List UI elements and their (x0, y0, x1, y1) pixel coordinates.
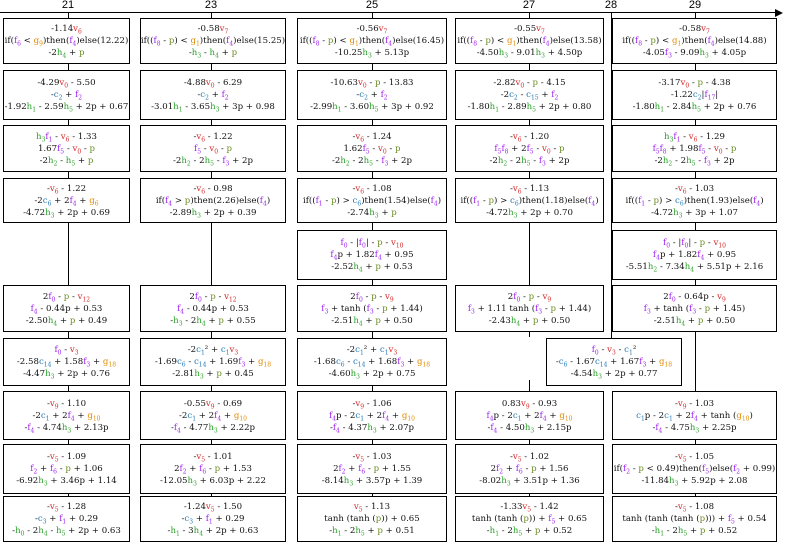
expression-line: $f_0 - v_3 - c_1^2$ (591, 345, 637, 357)
axis-tick-29: 29 (688, 0, 702, 11)
expression-line: $-0.55v_7$ (514, 24, 545, 36)
expression-box-21-row-4 (3, 178, 130, 223)
expression-line: $-v_6 - 1.24$ (352, 131, 392, 144)
expression-line: $-1.68c_6 - c_{14} + 1.68f_3 + g_{18}$ (313, 357, 431, 369)
axis-arrowhead (775, 9, 783, 17)
expression-line: $2f_0$ - p - $v_9$ (507, 291, 552, 304)
expression-line: $-2.74h_3 + p$ (347, 207, 397, 220)
expression-box-23-row-2 (140, 70, 286, 120)
expression-line: $v_5 - 1.13$ (353, 502, 391, 514)
expression-line: $-8.02h_3 + 3.51p + 1.36$ (479, 476, 580, 488)
expression-line: $h_3f_1 - v_6 - 1.33$ (36, 131, 97, 144)
expression-line: $-10.25h_3 + 5.13p$ (334, 48, 410, 60)
expression-line: $-v_6 - 1.20$ (509, 131, 550, 144)
expression-line: $-2h_2 - h_5 + p$ (39, 155, 94, 168)
expression-line: $-v_5 - 1.02$ (509, 452, 550, 464)
expression-line: $-c_2 + f_2$ (50, 90, 83, 102)
expression-box-25-row-1 (297, 18, 447, 64)
expression-line: $if(f_2$ - $p < 0.49)then(f_5)else(f_2 + 0.99)$ (613, 464, 776, 476)
expression-line: tanh (tanh $(p)) + f_5 + 0.65$ (471, 514, 588, 526)
expression-box-21-row-2 (3, 70, 130, 120)
expression-line: $if((f_8 - p)$ < $g_1)then(f_4)else(15.25)$ (140, 36, 286, 48)
expression-box-27-row-2 (455, 70, 604, 120)
expression-line: $-4.47h_3 + 2p + 0.76$ (23, 369, 110, 381)
expression-line: $-2.82v_0$ - p - 4.15 (493, 78, 566, 90)
expression-line: $-v_9 - 1.10$ (46, 398, 87, 411)
expression-line: $-0.56v_7$ (356, 24, 388, 36)
expression-line: $-2h_2 - 2h_5 - f_3 + 2p$ (654, 155, 735, 168)
expression-line: $f_5f_8 + 2f_5 - v_0 - p$ (494, 143, 565, 156)
expression-line: $-v_6 - 1.22$ (46, 183, 87, 196)
expression-line: $-1.22c_2|f_{17}|$ (670, 90, 719, 102)
expression-box-23-row-9 (140, 444, 286, 494)
expression-line: $0.83v_9 - 0.93$ (501, 398, 558, 411)
expression-line: $-h_1 - 2h_5 + p + 0.52$ (651, 526, 738, 538)
expression-line: $-c_3 + f_1 + 0.29$ (34, 514, 99, 526)
expression-line: $-4.88v_0 - 6.29$ (183, 78, 243, 90)
expression-line: $-2h_2 - 2h_5 - f_3 + 2p$ (489, 155, 570, 168)
expression-line: $-h_1 - 2h_5 + p + 0.51$ (329, 526, 415, 538)
expression-line: $-1.24v_5 - 1.50$ (183, 502, 243, 514)
expression-line: $2f_0$ - p - $v_{12}$ (42, 291, 91, 304)
expression-box-27-row-1 (455, 18, 604, 64)
expression-box-21-row-10 (3, 496, 130, 542)
expression-line: $if((f_8 - p)$ < $g_1)then(f_4)else(16.45)$ (299, 36, 445, 48)
expression-line: $-4.72h_3 + 2p + 0.69$ (23, 207, 110, 220)
expression-line: $-2h_2 - 2h_5 - f_3 + 2p$ (332, 155, 412, 168)
expression-line: $f_5f_8 + 1.98f_5 - v_0 - p$ (652, 143, 737, 156)
expression-box-25-row-10 (297, 496, 447, 542)
expression-line: $-2.51h_4 + p + 0.50$ (653, 315, 736, 328)
expression-box-29-row-10 (612, 496, 777, 542)
expression-line: $-2.50h_4 + p + 0.49$ (25, 315, 108, 328)
axis-line (0, 12, 776, 13)
expression-line: $-v_6 - 1.13$ (509, 183, 550, 196)
expression-line: $-2.58c_{14} + 1.58f_3 + g_{18}$ (16, 357, 117, 369)
expression-line: $-2c_2 - c_{15} + f_2$ (500, 90, 559, 102)
expression-line: $-2h_2 - 2h_5 - f_3 + 2p$ (173, 155, 253, 168)
expression-line: $-2c_1^2 + c_1v_3$ (346, 345, 398, 357)
expression-box-29-row-6 (612, 285, 777, 332)
expression-line: $-f_4 - 4.50h_3 + 2.15p$ (487, 422, 572, 435)
expression-line: $-6.92h_3 + 3.46p + 1.14$ (16, 476, 117, 488)
expression-line: $1.67f_5 - v_0$ - p (37, 143, 96, 156)
expression-line: $-f_4 - 4.75h_3 + 2.25p$ (652, 422, 737, 435)
expression-line: $f_5 - v_0$ - p (194, 143, 232, 156)
axis-tick-28: 28 (604, 0, 618, 11)
expression-line: $h_3f_1 - v_6 - 1.29$ (664, 131, 725, 144)
expression-box-29-row-8 (612, 391, 777, 440)
expression-line: $-v_5 - 1.05$ (674, 452, 715, 464)
expression-line: $-2c_6 + 2f_4 + g_6$ (34, 195, 99, 208)
expression-line: $-2c_1 + 2f_4 + g_{10}$ (32, 410, 101, 423)
expression-line: $2f_0$ - p - $v_9$ (350, 291, 394, 304)
expression-box-23-row-10 (140, 496, 286, 542)
expression-line: $f_4 - 0.44p + 0.53$ (177, 303, 249, 316)
expression-box-29-row-4 (612, 178, 777, 223)
expression-box-23-row-6 (140, 285, 286, 332)
expression-line: $2f_0 - 0.64p - v_9$ (663, 291, 726, 304)
expression-line: $-f_4 - 4.77h_3 + 2.22p$ (170, 422, 256, 435)
expression-line: $f_3 + \tanh (f_3 - p + 1.45)$ (643, 303, 746, 316)
expression-line: $2f_0$ - p - $v_{12}$ (189, 291, 237, 304)
expression-line: $-c_3 + f_1 + 0.29$ (181, 514, 245, 526)
axis-tick-27: 27 (522, 0, 536, 11)
expression-box-25-row-2 (297, 70, 447, 120)
expression-line: $f_4p - 2c_1 + 2f_4 + g_{10}$ (486, 410, 573, 423)
expression-line: tanh (tanh (p)) + 0.65 (324, 514, 420, 524)
expression-line: $-h_1 - 2h_5 + p + 0.52$ (486, 526, 573, 538)
expression-line: $-3.01h_1 - 3.65h_3 + 3p + 0.98$ (151, 102, 275, 114)
expression-line: $-4.50h_3 - 9.01h_3 + 4.50p$ (476, 48, 583, 60)
expression-box-27-row-3 (455, 125, 604, 172)
expression-line: $-v_6 - 1.08$ (352, 183, 392, 196)
expression-line: $f_0 - v_3$ (54, 345, 79, 357)
expression-box-25-row-8 (297, 391, 447, 440)
expression-line: $-4.72h_3 + 2p + 0.70$ (486, 207, 573, 220)
expression-line: $if((f_8 - p)$ < $g_1)then(f_4)else(13.58)$ (457, 36, 602, 48)
expression-box-27-row-10 (455, 496, 604, 542)
expression-line: $2f_2 + f_6 - p + 1.56$ (490, 464, 569, 476)
expression-box-23-row-8 (140, 391, 286, 440)
expression-box-29-row-3 (612, 125, 777, 172)
expression-line: $-1.69c_6 - c_{14} + 1.69f_3 + g_{18}$ (154, 357, 272, 369)
expression-line: $-c_2 + f_2$ (356, 90, 388, 102)
axis-tick-25: 25 (365, 0, 379, 11)
expression-line: $-2.89h_3 + 2p + 0.39$ (169, 207, 257, 220)
expression-line: $-0.58v_7$ (197, 24, 229, 36)
expression-box-21-row-7 (3, 338, 130, 386)
expression-line: $-v_6 - 0.98$ (193, 183, 233, 196)
expression-line: $1.62f_5 - v_0$ - p (343, 143, 401, 156)
expression-line: $-0.55v_9 - 0.69$ (183, 398, 243, 411)
expression-box-21-row-6 (3, 285, 130, 332)
expression-line: $-1.33v_5 - 1.42$ (500, 502, 559, 514)
expression-box-25-row-4 (297, 178, 447, 223)
expression-box-27-row-8 (455, 391, 604, 440)
expression-box-25-row-5 (297, 230, 447, 280)
expression-line: $if((f_1 - p)$ > $c_6)then(1.54)else(f_4)$ (302, 195, 442, 208)
expression-line: $-2.43h_4 + p + 0.50$ (488, 315, 571, 328)
expression-line: $2f_2 + f_6 - p + 1.55$ (333, 464, 411, 476)
expression-line: $f_3 + 1.11$ $\tanh (f_3 - p + 1.44)$ (467, 303, 592, 316)
expression-box-29-row-9 (612, 444, 777, 494)
axis-tick-21: 21 (61, 0, 75, 11)
expression-line: $c_1p - 2c_1 + 2f_4 + \tanh (g_{10})$ (636, 410, 753, 423)
expression-line: $-3.17v_0$ - p - 4.38 (658, 78, 731, 90)
expression-line: $-2.81h_3 + p + 0.45$ (172, 369, 254, 381)
expression-line: $-2h_4 + p$ (48, 48, 85, 60)
expression-line: $-h_3 - 2h_4 + p + 0.55$ (170, 315, 256, 328)
expression-box-25-row-6 (297, 285, 447, 332)
expression-line: $-2.99h_1 - 3.60h_5 + 3p + 0.92$ (310, 102, 434, 114)
expression-line: $f_0 - |f_0|$ - p - $v_{10}$ (663, 238, 726, 250)
expression-box-23-row-3 (140, 125, 286, 172)
expression-line: $if(f_6$ < $g_9)then(f_4)else(12.22)$ (4, 36, 129, 48)
expression-line: $-1.80h_1 - 2.84h_5 + 2p + 0.76$ (632, 102, 757, 114)
expression-line: $-4.29v_0 - 5.50$ (37, 78, 96, 90)
expression-line: $-v_9 - 1.06$ (352, 398, 392, 411)
generation-axis (0, 0, 785, 20)
expression-line: $f_0 - |f_0|$ - p - $v_{10}$ (340, 238, 404, 250)
expression-line: $if((f_8 - p)$ < $g_1)then(f_4)else(14.88)$ (622, 36, 767, 48)
expression-line: $-c_6 - 1.67c_{14} + 1.67f_3 + g_{18}$ (555, 357, 673, 369)
expression-line: $if(f_4$ > $p)then(2.26)else(f_4)$ (155, 195, 271, 208)
expression-line: $-5.51h_2 - 7.34h_4 + 5.51p + 2.16$ (625, 262, 764, 274)
expression-box-23-row-7 (140, 338, 286, 386)
expression-line: $-h_3 - h_4 + p$ (188, 48, 238, 60)
axis-tick-23: 23 (204, 0, 218, 11)
expression-line: $-v_5 - 1.09$ (46, 452, 87, 464)
expression-line: $if((f_1 - p)$ > $c_6)then(1.93)else(f_4)$ (625, 195, 764, 208)
expression-line: $2f_2 + f_6 - p + 1.53$ (174, 464, 252, 476)
expression-box-28-row-7 (546, 338, 682, 386)
expression-line: $-10.63v_0$ - p - 13.83 (330, 78, 414, 90)
expression-box-21-row-1 (3, 18, 130, 64)
expression-box-27-row-9 (455, 444, 604, 494)
expression-line: tanh (tanh (tanh $(p))) + f_5 + 0.54$ (622, 514, 767, 526)
expression-line: $-f_4 - 4.74h_3 + 2.13p$ (24, 422, 109, 435)
expression-line: $f_4p + 1.82f_4 + 0.95$ (330, 250, 414, 262)
expression-box-25-row-7 (297, 338, 447, 386)
expression-box-21-row-9 (3, 444, 130, 494)
expression-line: $-v_6 - 1.22$ (193, 131, 233, 144)
expression-line: $-2.52h_4 + p + 0.53$ (331, 262, 413, 274)
expression-line: $-1.80h_1 - 2.89h_5 + 2p + 0.80$ (467, 102, 592, 114)
expression-line: $-4.72h_3 + 3p + 1.07$ (651, 207, 738, 220)
expression-box-21-row-8 (3, 391, 130, 440)
expression-box-25-row-9 (297, 444, 447, 494)
expression-box-27-row-6 (455, 285, 604, 332)
expression-line: $-v_5 - 1.01$ (193, 452, 233, 464)
expression-line: $-h_1 - 3h_4 + 2p + 0.63$ (167, 526, 259, 538)
expression-box-23-row-4 (140, 178, 286, 223)
expression-line: $-v_6 - 1.03$ (674, 183, 715, 196)
expression-line: $-11.84h_3 + 5.92p + 2.08$ (641, 476, 748, 488)
expression-box-27-row-4 (455, 178, 604, 223)
expression-line: $-2c_1 + 2f_4 + g_{10}$ (178, 410, 247, 423)
expression-line: $-h_0 - 2h_4 - h_5 + 2p + 0.63$ (12, 526, 121, 538)
expression-line: $-f_4 - 4.37h_3 + 2.07p$ (329, 422, 415, 435)
expression-line: $-v_5 - 1.08$ (674, 502, 715, 514)
expression-line: $f_3 + \tanh (f_3 - p + 1.44)$ (321, 303, 423, 316)
expression-line: $-v_5 - 1.03$ (352, 452, 392, 464)
expression-line: $-1.92h_1 - 2.59h_5 + 2p + 0.67$ (4, 102, 129, 114)
expression-line: $-1.14v_6$ (51, 24, 82, 36)
expression-line: $-2c_1^2 + c_1v_3$ (187, 345, 239, 357)
expression-box-23-row-1 (140, 18, 286, 64)
expression-line: $-4.60h_3 + 2p + 0.75$ (328, 369, 416, 381)
expression-box-21-row-3 (3, 125, 130, 172)
expression-line: $-4.05f_3 - 9.09h_3 + 4.05p$ (642, 48, 747, 60)
expression-box-29-row-1 (612, 18, 777, 64)
expression-line: $-8.14h_3 + 3.57p + 1.39$ (321, 476, 423, 488)
expression-line: $-2.51h_4 + p + 0.50$ (331, 315, 413, 328)
expression-line: $f_4 - 0.44p + 0.53$ (30, 303, 103, 316)
expression-line: $-c_2 + f_2$ (197, 90, 229, 102)
expression-box-29-row-5 (612, 230, 777, 280)
expression-line: $-12.05h_3 + 6.03p + 2.22$ (160, 476, 266, 488)
expression-box-29-row-2 (612, 70, 777, 120)
expression-line: $-0.58v_7$ (679, 24, 710, 36)
expression-box-25-row-3 (297, 125, 447, 172)
expression-line: $-4.54h_3 + 2p + 0.77$ (570, 369, 658, 381)
expression-line: $f_4p + 1.82f_4 + 0.95$ (652, 250, 737, 262)
expression-line: $if((f_1 - p)$ > $c_6)then(1.18)else(f_4)$ (460, 195, 599, 208)
expression-line: $-v_5 - 1.28$ (46, 502, 87, 514)
expression-line: $f_2 + f_6 - p + 1.06$ (30, 464, 103, 476)
expression-line: $-v_9 - 1.03$ (674, 398, 715, 411)
expression-line: $f_4p - 2c_1 + 2f_4 + g_{10}$ (329, 410, 415, 423)
